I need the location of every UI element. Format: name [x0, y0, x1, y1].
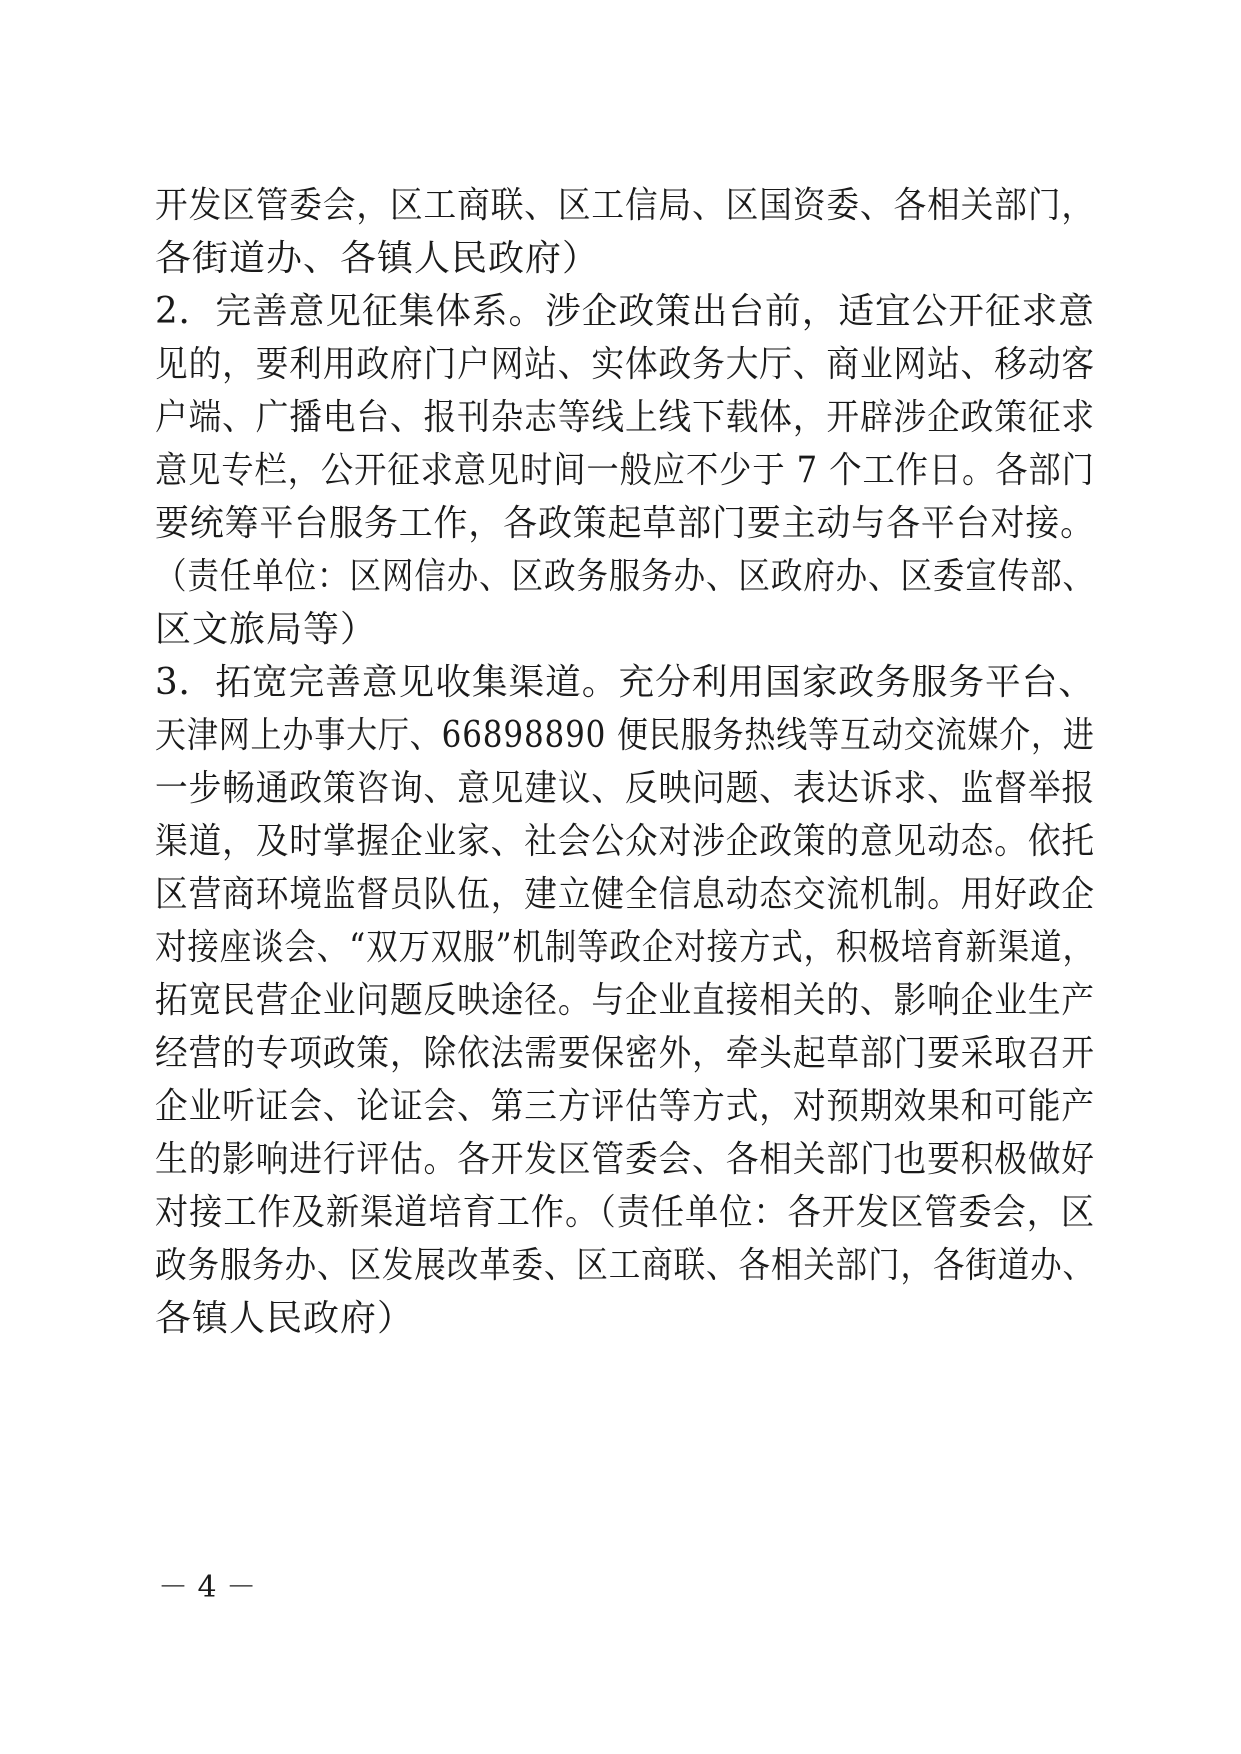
text-line: 开发区管委会，区工商联、区工信局、区国资委、各相关部门， — [155, 185, 1095, 226]
text-line: 各街道办、各镇人民政府） — [155, 238, 600, 279]
text-line: 渠道，及时掌握企业家、社会公众对涉企政策的意见动态。依托 — [155, 821, 1095, 862]
text-line: 对接座谈会、“双万双服”机制等政企对接方式，积极培育新渠道， — [155, 927, 1095, 968]
text-line: 天津网上办事大厅、66898890 便民服务热线等互动交流媒介，进 — [155, 715, 1095, 756]
text-line: 意见专栏，公开征求意见时间一般应不少于 7 个工作日。各部门 — [155, 450, 1095, 491]
text-line: 政务服务办、区发展改革委、区工商联、各相关部门，各街道办、 — [155, 1245, 1095, 1286]
text-line: 企业听证会、论证会、第三方评估等方式，对预期效果和可能产 — [155, 1086, 1095, 1127]
text-line: 户端、广播电台、报刊杂志等线上线下载体，开辟涉企政策征求 — [155, 397, 1095, 438]
text-line: 一步畅通政策咨询、意见建议、反映问题、表达诉求、监督举报 — [155, 768, 1095, 809]
text-line: 区文旅局等） — [155, 609, 378, 650]
text-line: 各镇人民政府） — [155, 1298, 415, 1339]
page-number: － 4 － — [158, 1570, 257, 1605]
text-line: 生的影响进行评估。各开发区管委会、各相关部门也要积极做好 — [155, 1139, 1095, 1180]
text-line: 3．拓宽完善意见收集渠道。充分利用国家政务服务平台、 — [155, 662, 1095, 703]
text-line: 经营的专项政策，除依法需要保密外，牵头起草部门要采取召开 — [155, 1033, 1095, 1074]
text-line: 见的，要利用政府门户网站、实体政务大厅、商业网站、移动客 — [155, 344, 1095, 385]
text-line: 2．完善意见征集体系。涉企政策出台前，适宜公开征求意 — [155, 291, 1095, 332]
text-line: 区营商环境监督员队伍，建立健全信息动态交流机制。用好政企 — [155, 874, 1095, 915]
text-line: 对接工作及新渠道培育工作。（责任单位：各开发区管委会，区 — [155, 1192, 1096, 1233]
text-line: 要统筹平台服务工作，各政策起草部门要主动与各平台对接。 — [155, 503, 1095, 544]
text-line: （责任单位：区网信办、区政务服务办、区政府办、区委宣传部、 — [155, 556, 1095, 597]
text-line: 拓宽民营企业问题反映途径。与企业直接相关的、影响企业生产 — [155, 980, 1095, 1021]
